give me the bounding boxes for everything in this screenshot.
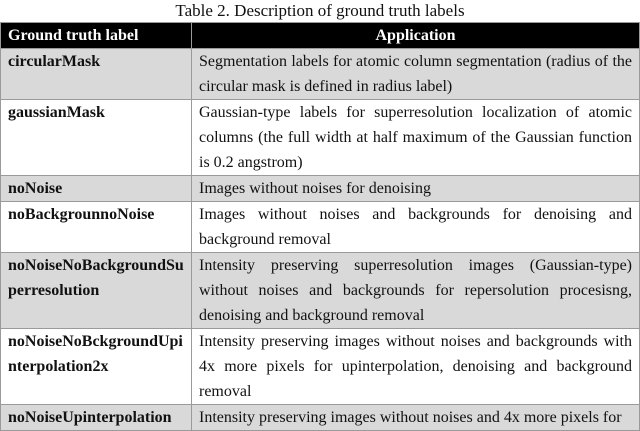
- table-row: [1, 100, 640, 176]
- table-row: [1, 405, 640, 431]
- table-row: [1, 202, 640, 253]
- header-label: Ground truth label: [1, 23, 192, 49]
- table-row: [1, 329, 640, 405]
- row-label: noNoise: [1, 176, 192, 202]
- row-application: Intensity preserving images without noises and 4x more pixels for: [192, 405, 640, 431]
- header-row: [1, 23, 640, 49]
- table-row: [1, 49, 640, 100]
- table-row: [1, 253, 640, 329]
- row-label: circularMask: [1, 49, 192, 100]
- row-application: Images without noises and backgrounds for denoising and background removal: [192, 202, 640, 253]
- table-caption: Table 2. Description of ground truth labels: [175, 1, 465, 20]
- row-label: noNoiseUpinterpolation: [1, 405, 192, 431]
- row-label: noNoiseNoBckgroundUpinterpolation2x: [1, 329, 192, 405]
- header-application: Application: [192, 23, 640, 49]
- row-label: noNoiseNoBackgroundSuperresolution: [1, 253, 192, 329]
- table-row: [1, 176, 640, 202]
- ground-truth-table: [0, 22, 640, 431]
- row-label: gaussianMask: [1, 100, 192, 176]
- row-label: noBackgrounnoNoise: [1, 202, 192, 253]
- row-application: Images without noises for denoising: [192, 176, 640, 202]
- row-application: Gaussian-type labels for superresolution localization of atomic columns (the full width at half maximum of the Gaussian function is 0.2 angstrom): [192, 100, 640, 176]
- row-application: Intensity preserving images without noises and backgrounds with 4x more pixels for upinterpolation, denoising and background removal: [192, 329, 640, 405]
- row-application: Segmentation labels for atomic column segmentation (radius of the circular mask is defined in radius label): [192, 49, 640, 100]
- row-application: Intensity preserving superresolution images (Gaussian-type) without noises and backgrounds for repersolution procesisng, denoising and background removal: [192, 253, 640, 329]
